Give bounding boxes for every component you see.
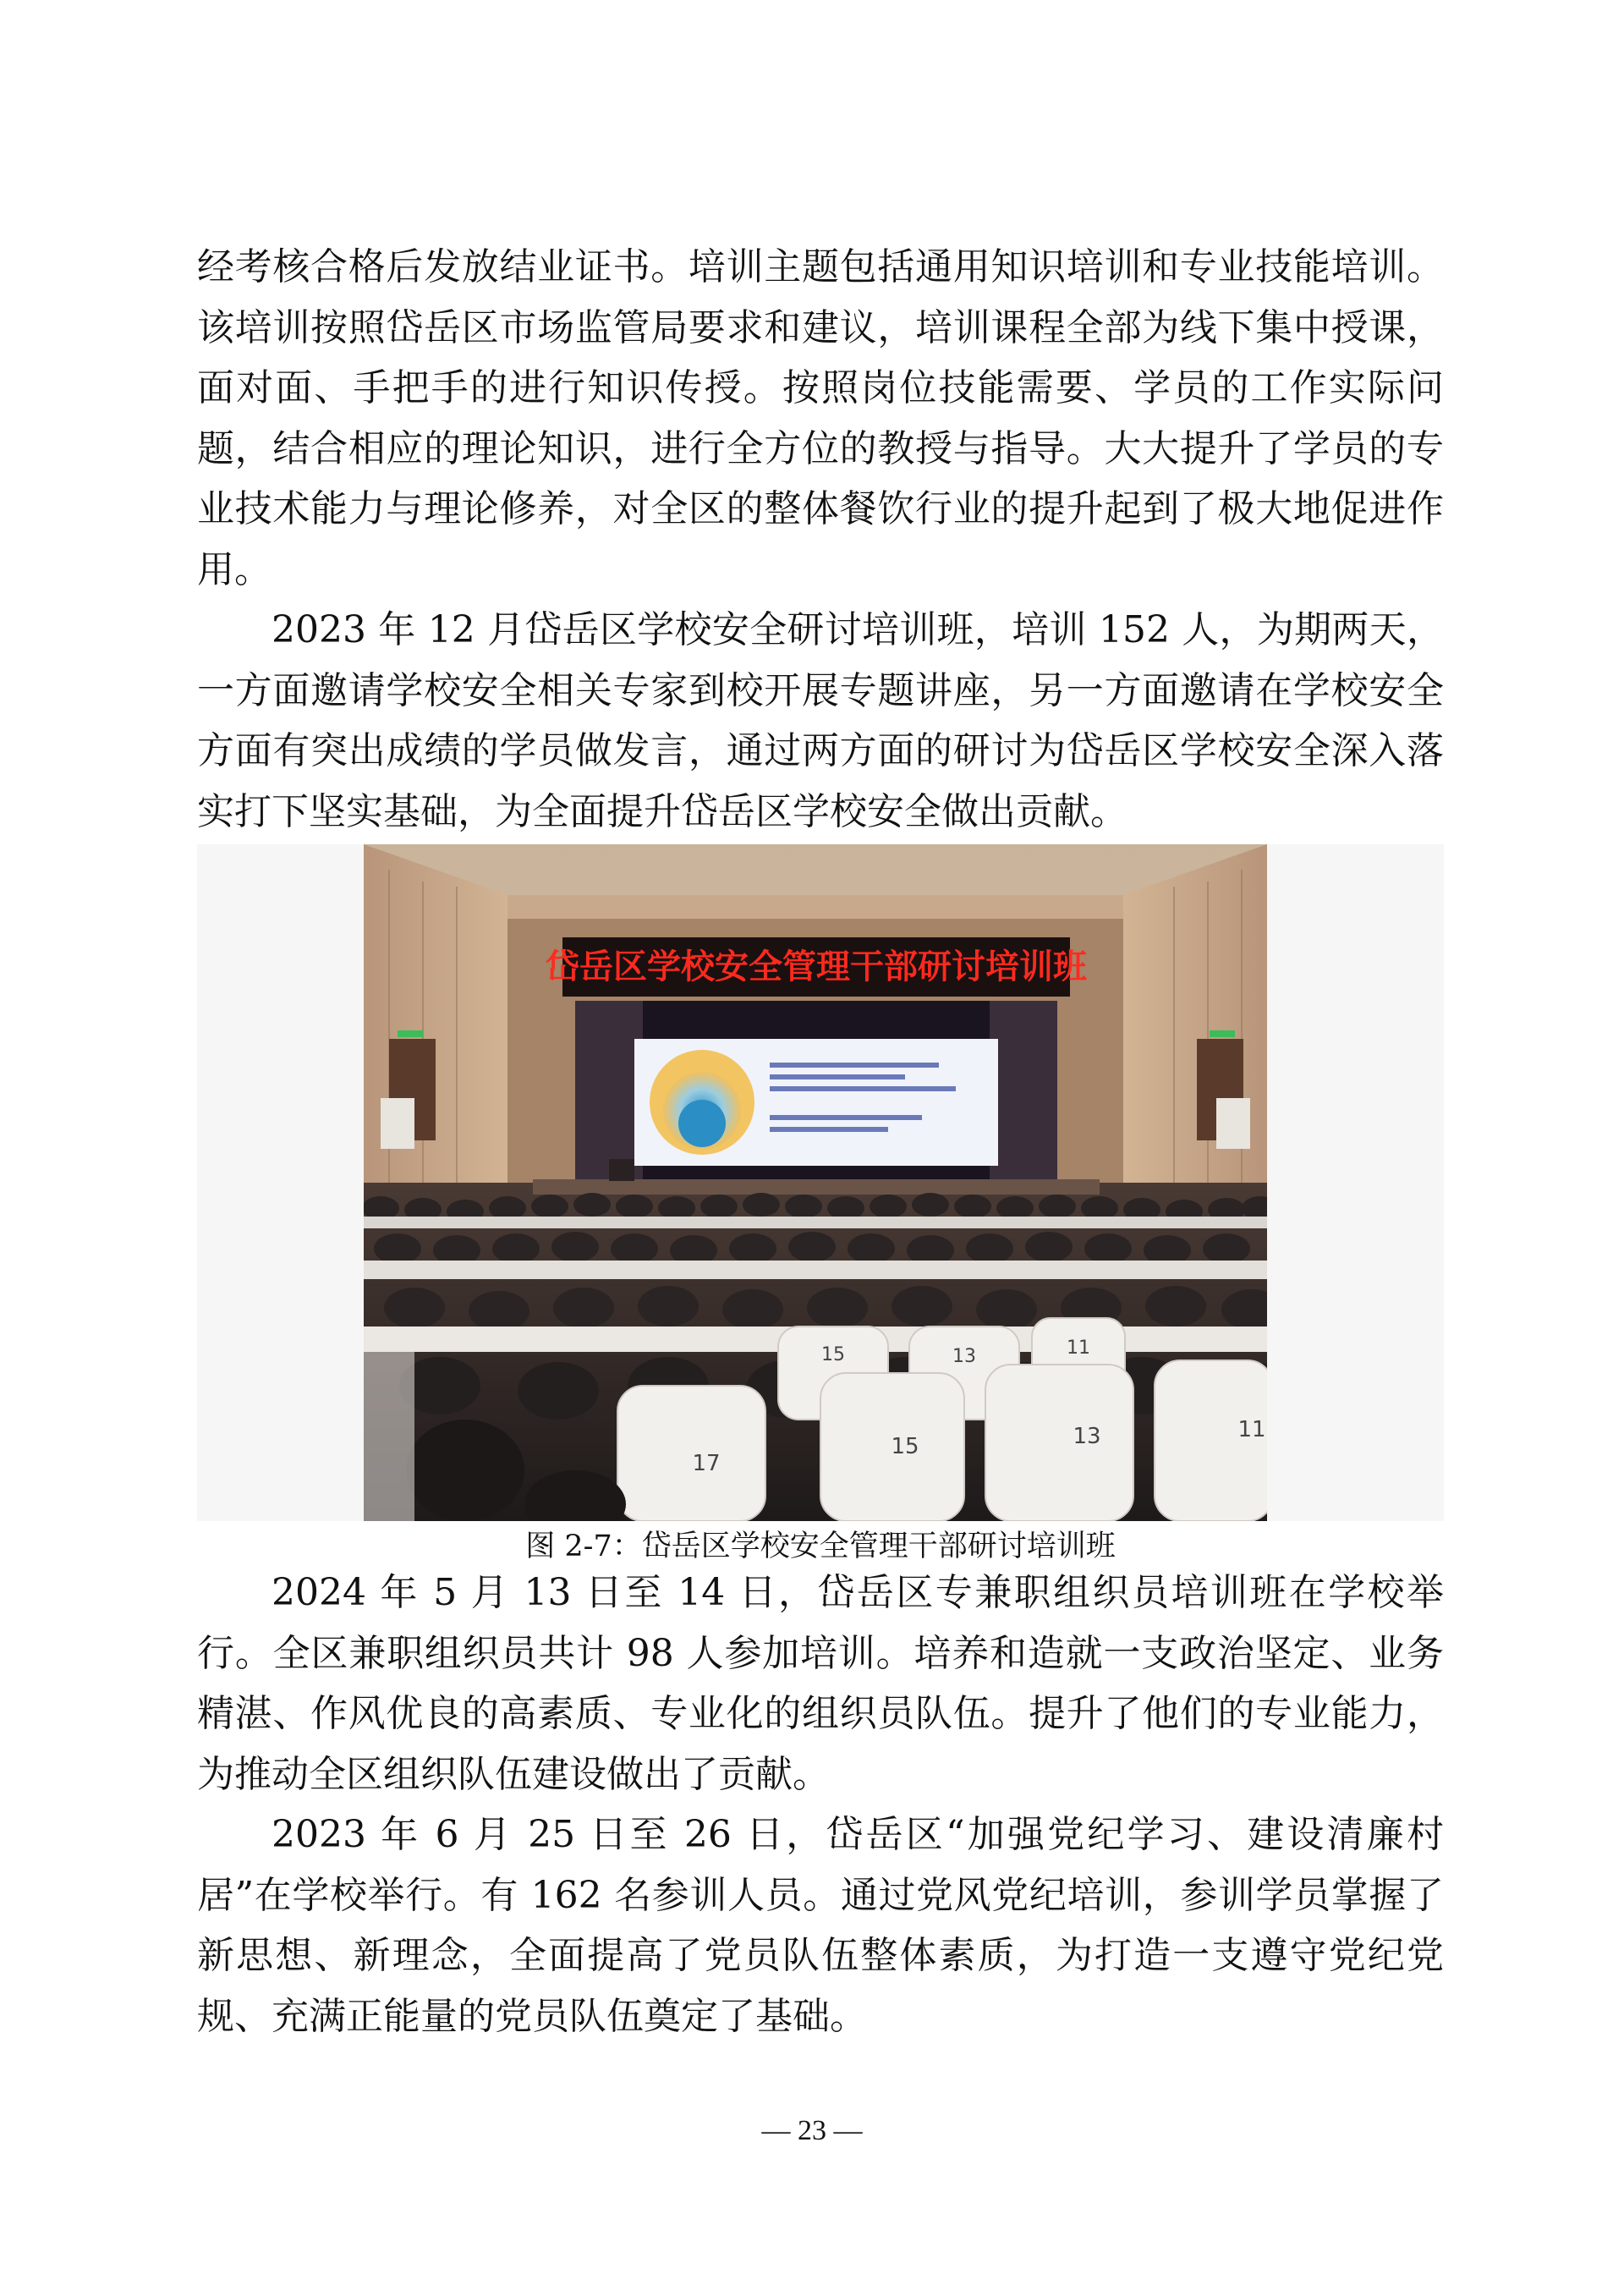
auditorium-illustration	[364, 844, 1267, 1521]
seat-number: 17	[692, 1451, 721, 1476]
body-text-top	[197, 237, 1444, 842]
led-banner-text: 岱岳区学校安全管理干部研讨培训班	[546, 948, 1087, 986]
figure-caption: 图 2-7：岱岳区学校安全管理干部研讨培训班	[525, 1530, 1116, 1563]
paragraph-3: 2024 年 5 月 13 日至 14 日，岱岳区专兼职组织员培训班在学校举行。全区兼职组织员共计 98 人参加培训。培养和造就一支政治坚定、业务精湛、作风优良的高素质、专业化的组织员队伍。提升了他们的专业能力，为推动全区组织队伍建设做出了贡献。	[197, 1571, 1444, 1796]
seat-number: 15	[891, 1434, 919, 1459]
training-photo	[364, 844, 1267, 1521]
seat-number: 11	[1237, 1417, 1266, 1442]
seat-number: 13	[952, 1346, 976, 1367]
seat-number: 15	[821, 1344, 845, 1365]
paragraph-4: 2023 年 6 月 25 日至 26 日，岱岳区“加强党纪学习、建设清廉村居”在学校举行。有 162 名参训人员。通过党风党纪培训，参训学员掌握了新思想、新理念，全面提高了党员队伍整体素质，为打造一支遵守党纪党规、充满正能量的党员队伍奠定了基础。	[197, 1813, 1444, 2038]
seat-number: 11	[1067, 1338, 1090, 1359]
paragraph-1: 经考核合格后发放结业证书。培训主题包括通用知识培训和专业技能培训。该培训按照岱岳区市场监管局要求和建议，培训课程全部为线下集中授课，面对面、手把手的进行知识传授。按照岗位技能需要、学员的工作实际问题，结合相应的理论知识，进行全方位的教授与指导。大大提升了学员的专业技术能力与理论修养，对全区的整体餐饮行业的提升起到了极大地促进作用。	[197, 245, 1444, 591]
body-text-bottom	[197, 1563, 1444, 2046]
photo-margin-left	[197, 844, 364, 1521]
page-number: — 23 —	[761, 2115, 863, 2146]
photo-margin-right	[1267, 844, 1444, 1521]
paragraph-2: 2023 年 12 月岱岳区学校安全研讨培训班，培训 152 人，为期两天，一方面邀请学校安全相关专家到校开展专题讲座，另一方面邀请在学校安全方面有突出成绩的学员做发言，通过两方面的研讨为岱岳区学校安全深入落实打下坚实基础，为全面提升岱岳区学校安全做出贡献。	[197, 608, 1444, 833]
seat-number: 13	[1073, 1424, 1101, 1449]
